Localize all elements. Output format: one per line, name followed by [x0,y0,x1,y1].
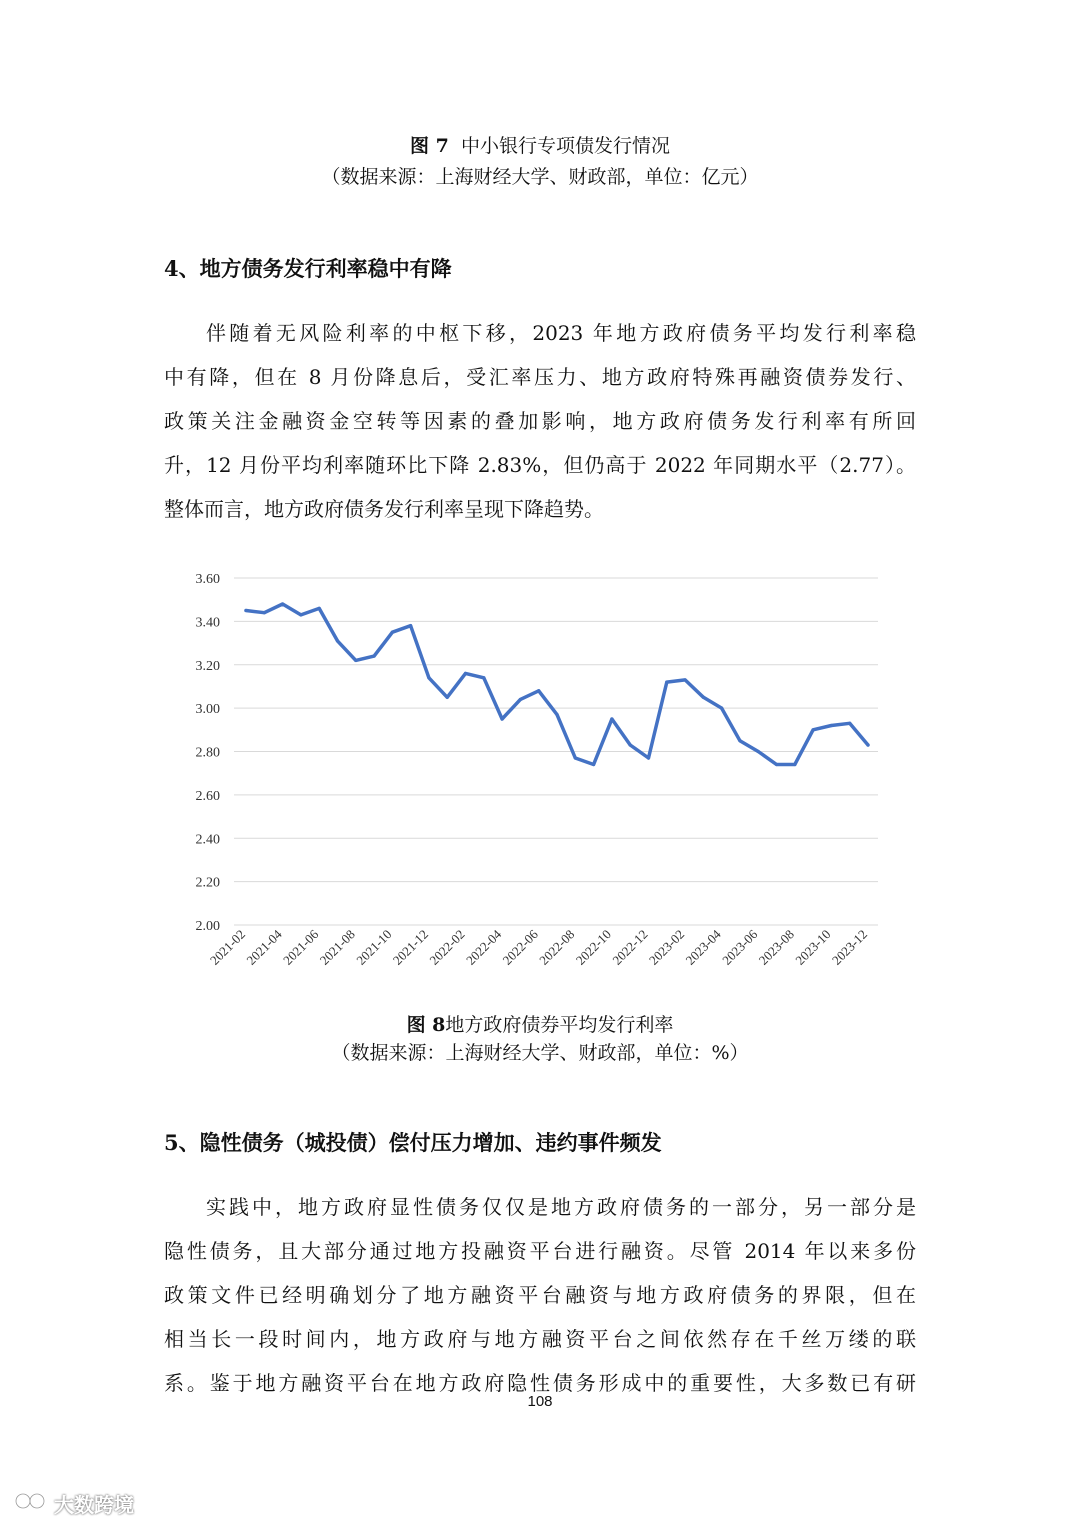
figure-8-number: 图 8 [406,1014,446,1036]
y-tick-label: 2.00 [195,919,220,934]
data-point [848,722,851,725]
x-tick-label: 2023-06 [719,926,761,968]
y-tick-label: 3.60 [195,572,220,587]
x-tick-label: 2022-10 [572,926,615,968]
data-point [446,696,449,699]
data-point [318,607,321,610]
section-5-paragraph [164,1185,916,1405]
watermark [14,1489,134,1518]
data-point [665,681,668,684]
data-point [555,713,558,716]
x-tick-label: 2022-02 [426,926,468,968]
series-line [246,604,868,765]
figure-7-source: （数据来源：上海财经大学、财政部，单位：亿元） [321,166,759,188]
section-5-heading: 5、隐性债务（城投债）偿付压力增加、违约事件频发 [164,1130,662,1155]
data-point [574,756,577,759]
section-4-heading: 4、地方债务发行利率稳中有降 [164,256,452,281]
figure-7-text: 中小银行专项债发行情况 [460,135,670,157]
data-point [299,613,302,616]
data-point [391,631,394,634]
data-point [683,678,686,681]
interest-rate-line-chart [150,560,910,1010]
data-point [501,717,504,720]
x-tick-label: 2023-02 [645,926,688,968]
data-point [830,724,833,727]
y-tick-label: 3.00 [195,702,220,718]
data-point [702,696,705,699]
section-4-paragraph [164,311,916,531]
page-number: 108 [527,1393,553,1410]
x-tick-label: 2022-06 [499,926,541,968]
paragraph-line: 整体而言，地方政府债务发行利率呈现下降趋势。 [164,497,604,521]
data-point [592,763,595,766]
data-point [263,611,266,614]
data-point [482,676,485,679]
y-tick-label: 3.40 [195,615,220,631]
x-tick-label: 2023-04 [682,926,724,968]
data-point [427,676,430,679]
y-tick-label: 2.40 [195,832,220,848]
x-tick-label: 2023-12 [828,926,871,968]
x-tick-label: 2022-04 [462,926,505,968]
paragraph-line: 隐性债务，且大部分通过地方投融资平台进行融资。尽管 2014 年以来多份 [164,1239,916,1263]
paragraph-line: 政策关注金融资金空转等因素的叠加影响，地方政府债务发行利率有所回 [164,409,916,433]
watermark-text: 大数跨境 [54,1493,134,1517]
data-point [409,624,412,627]
data-point [738,739,741,742]
data-point [757,750,760,753]
x-tick-label: 2021-10 [353,926,395,968]
data-point [610,717,613,720]
x-tick-label: 2021-06 [280,926,322,968]
data-point [464,672,467,675]
x-tick-label: 2021-02 [206,926,249,968]
figure-8-text: 地方政府债券平均发行利率 [445,1014,674,1036]
data-point [793,763,796,766]
x-tick-label: 2021-08 [316,926,358,968]
figure-8-source: （数据来源：上海财经大学、财政部，单位：%） [331,1042,749,1064]
x-tick-label: 2023-08 [755,926,797,968]
data-point [720,707,723,710]
paragraph-line: 升，12 月份平均利率随环比下降 2.83%，但仍高于 2022 年同期水平（2.77）。 [164,453,916,477]
x-tick-label: 2021-04 [243,926,285,968]
paragraph-line: 伴随着无风险利率的中枢下移，2023 年地方政府债务平均发行利率稳 [206,321,916,345]
x-tick-label: 2021-12 [389,926,432,968]
x-tick-label: 2022-12 [609,926,651,968]
watermark-logo-icon [14,1490,48,1517]
data-point [537,689,540,692]
data-point [354,659,357,662]
data-point [812,728,815,731]
paragraph-line: 系。鉴于地方融资平台在地方政府隐性债务形成中的重要性，大多数已有研 [164,1371,916,1395]
figure-7-number: 图 7 [410,135,449,157]
data-point [647,756,650,759]
y-tick-label: 3.20 [195,658,220,674]
paragraph-line: 中有降，但在 8 月份降息后，受汇率压力、地方政府特殊再融资债券发行、 [164,365,916,389]
data-point [336,639,339,642]
data-point [244,609,247,612]
data-point [866,743,869,746]
data-point [629,743,632,746]
paragraph-line: 政策文件已经明确划分了地方融资平台融资与地方政府债务的界限，但在 [164,1283,916,1307]
y-tick-label: 2.60 [195,788,220,804]
data-point [372,654,375,657]
paragraph-line: 相当长一段时间内，地方政府与地方融资平台之间依然存在千丝万缕的联 [164,1327,916,1351]
data-point [775,763,778,766]
y-tick-label: 2.20 [195,875,220,891]
figure-7-title [0,131,1080,158]
x-tick-label: 2023-10 [792,926,834,968]
figure-8-title [0,1010,1080,1037]
y-tick-label: 2.80 [195,745,220,761]
x-tick-label: 2022-08 [536,926,578,968]
data-point [519,698,522,701]
paragraph-line: 实践中，地方政府显性债务仅仅是地方政府债务的一部分，另一部分是 [206,1195,916,1219]
data-point [281,602,284,605]
